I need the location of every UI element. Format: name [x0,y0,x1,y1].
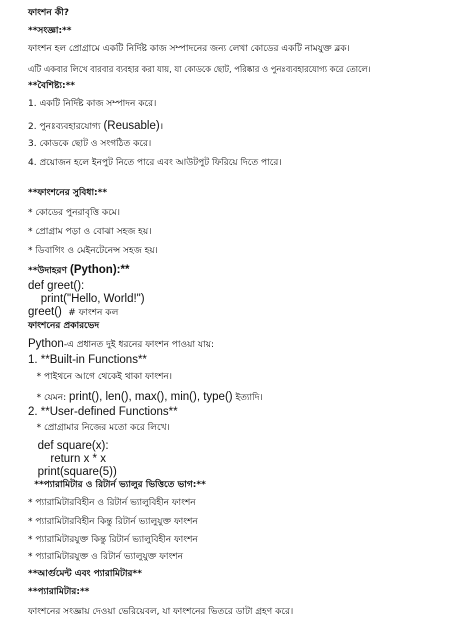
param-return-heading: **প্যারামিটার ও রিটার্ন ভ্যালুর ভিত্তিতে ভাগ:** [28,480,206,490]
code-line-def-square: def square(x): [28,440,109,452]
definition-line-1: ফাংশন হল প্রোগ্রামে একটি নির্দিষ্ট কাজ সম্পাদনের জন্য লেখা কোডের একটি নামযুক্ত ব্লক। [28,44,350,54]
argument-parameter-heading: **আর্গুমেন্ট এবং প্যারামিটার** [28,569,142,579]
code-line-print-hello: print("Hello, World!") [28,293,145,305]
category-item-2: * প্যারামিটারবিহীন কিন্তু রিটার্ন ভ্যালুযুক্ত ফাংশন [28,517,198,527]
builtin-item-2: * যেমন: print(), len(), max(), min(), type() ইত্যাদি। [28,391,263,403]
category-item-4: * প্যারামিটারযুক্ত ও রিটার্ন ভ্যালুযুক্ত ফাংশন [28,552,184,562]
feature-item-2: 2. পুনঃব্যবহারযোগ্য (Reusable)। [28,120,164,132]
code-line-return: return x * x [28,453,106,465]
parameter-definition: ফাংশনের সংজ্ঞায় দেওয়া ভেরিয়েবল, যা ফাংশনের ভিতরে ডাটা গ্রহণ করে। [28,607,294,617]
category-item-1: * প্যারামিটারবিহীন ও রিটার্ন ভ্যালুবিহীন ফাংশন [28,498,196,508]
parameter-heading: **প্যারামিটার:** [28,587,90,597]
feature-item-3: 3. কোডকে ছোট ও সংগঠিত করে। [28,139,152,149]
types-heading: ফাংশনের প্রকারভেদ [28,321,100,331]
builtin-item-1: * পাইথনে আগে থেকেই থাকা ফাংশন। [28,372,173,382]
code-line-def-greet: def greet(): [28,280,85,292]
definition-heading: **সংজ্ঞা:** [28,26,72,36]
advantage-item-3: * ডিবাগিং ও মেইনটেনেন্স সহজ হয়। [28,246,158,256]
user-defined-functions-heading: 2. **User-defined Functions** [28,406,178,418]
features-heading: **বৈশিষ্ট্য:** [28,81,75,91]
code-line-greet-call: greet() # ফাংশন কল [28,306,119,318]
advantages-heading: **ফাংশনের সুবিধা:** [28,188,108,198]
code-line-print-square: print(square(5)) [28,466,117,478]
builtin-functions-heading: 1. **Built-in Functions** [28,354,147,366]
user-defined-item-1: * প্রোগ্রামার নিজের মতো করে লিখে। [28,423,170,433]
feature-item-4: 4. প্রয়োজন হলে ইনপুট নিতে পারে এবং আউটপুট ফিরিয়ে দিতে পারে। [28,158,282,168]
definition-line-2: এটি একবার লিখে বারবার ব্যবহার করা যায়, যা কোডকে ছোট, পরিষ্কার ও পুনঃব্যবহারযোগ্য করে তোলে। [28,64,371,74]
heading-what-is-function: ফাংশন কী? [28,8,69,18]
advantage-item-1: * কোডের পুনরাবৃত্তি কমে। [28,208,121,218]
types-intro: Python-এ প্রধানত দুই ধরনের ফাংশন পাওয়া যায়: [28,338,215,350]
feature-item-1: 1. একটি নির্দিষ্ট কাজ সম্পাদন করে। [28,99,157,109]
example-heading: **উদাহরণ (Python):** [28,264,130,276]
advantage-item-2: * প্রোগ্রাম পড়া ও বোঝা সহজ হয়। [28,227,152,237]
category-item-3: * প্যারামিটারযুক্ত কিন্তু রিটার্ন ভ্যালুবিহীন ফাংশন [28,535,198,545]
